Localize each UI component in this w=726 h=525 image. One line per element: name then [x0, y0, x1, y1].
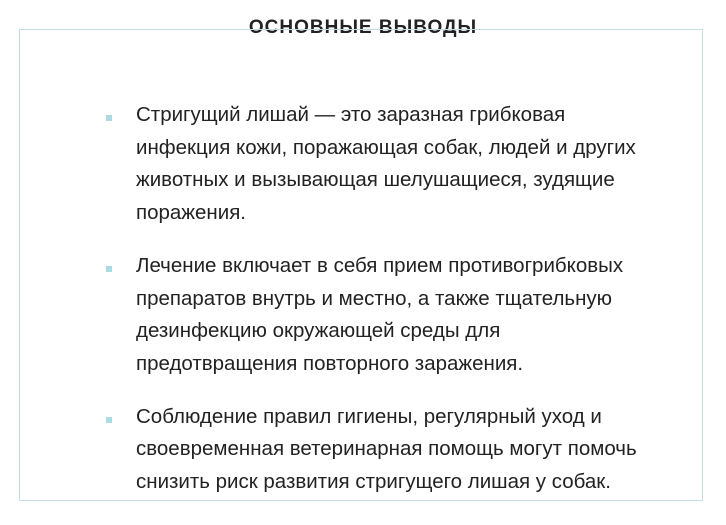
square-bullet-icon	[106, 266, 112, 272]
takeaway-text: Стригущий лишай — это заразная грибковая инфекция кожи, поражающая собак, людей и других животных и вызывающая шелушащиеся, зудящие поражения.	[136, 103, 636, 225]
takeaway-item	[20, 99, 700, 230]
square-bullet-icon	[106, 115, 112, 121]
key-takeaways-box	[19, 29, 703, 501]
takeaway-text: Лечение включает в себя прием противогрибковых препаратов внутрь и местно, а также тщательную дезинфекцию окружающей среды для предотвращения повторного заражения.	[136, 253, 624, 375]
takeaway-list	[20, 99, 700, 519]
takeaway-item	[20, 401, 700, 499]
square-bullet-icon	[106, 417, 112, 423]
takeaways-title-text: ОСНОВНЫЕ ВЫВОДЫ	[235, 16, 491, 40]
takeaway-text: Соблюдение правил гигиены, регулярный уход и своевременная ветеринарная помощь могут помочь снизить риск развития стригущего лишая у собак.	[136, 404, 637, 494]
takeaway-item	[20, 250, 700, 381]
